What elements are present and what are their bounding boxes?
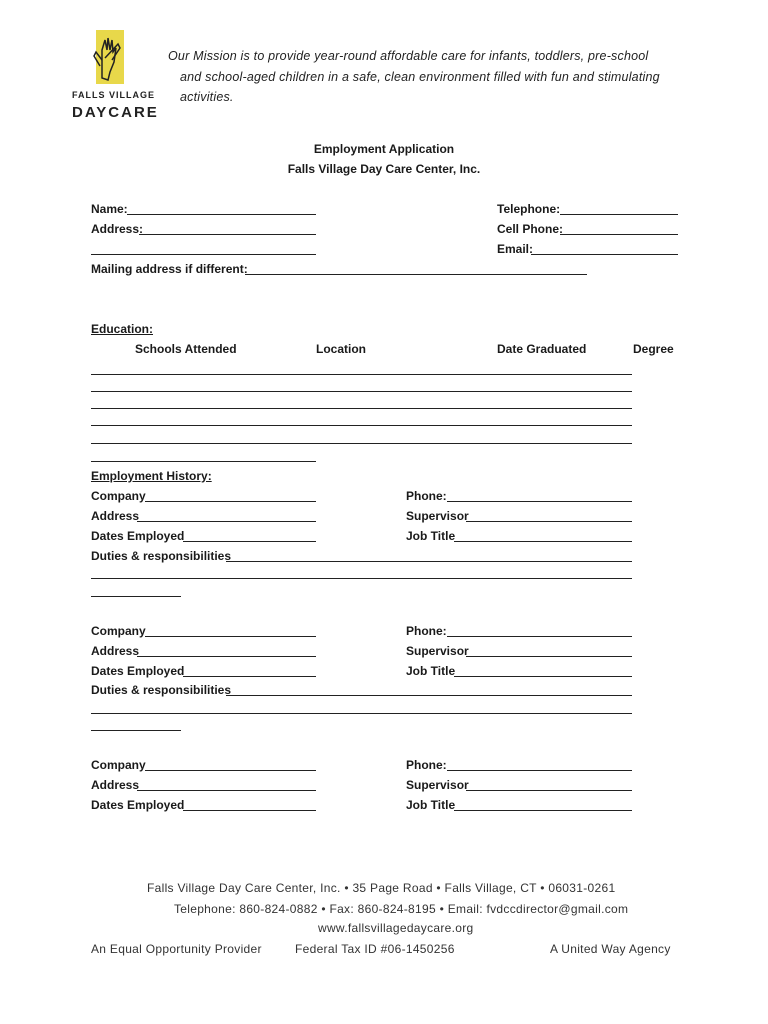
job-title-field[interactable]	[454, 676, 632, 677]
phone-field[interactable]	[447, 636, 632, 637]
footer-equal-opportunity: An Equal Opportunity Provider	[91, 942, 262, 956]
education-heading: Education:	[91, 322, 153, 336]
employer-address-field[interactable]	[137, 790, 316, 791]
logo-text-falls-village: FALLS VILLAGE	[72, 90, 156, 100]
mission-line: and school-aged children in a safe, clean environment filled with fun and stimulating	[180, 69, 660, 84]
logo-hands-icon	[72, 28, 148, 88]
mailing-address-label: Mailing address if different:	[91, 262, 248, 276]
org-name: Falls Village Day Care Center, Inc.	[287, 162, 481, 176]
dates-employed-field[interactable]	[183, 676, 316, 677]
duties-field-line3[interactable]	[91, 596, 181, 597]
duties-field[interactable]	[226, 561, 632, 562]
education-row-line[interactable]	[91, 443, 632, 444]
telephone-label: Telephone:	[497, 202, 561, 216]
name-field[interactable]	[127, 214, 316, 215]
duties-label: Duties & responsibilities	[91, 683, 232, 697]
column-schools-attended: Schools Attended	[135, 342, 237, 356]
phone-field[interactable]	[447, 501, 632, 502]
column-degree: Degree	[633, 342, 674, 356]
address-field[interactable]	[139, 234, 316, 235]
company-label: Company	[91, 624, 146, 638]
supervisor-label: Supervisor	[406, 509, 469, 523]
phone-label: Phone:	[406, 489, 447, 503]
employer-address-field[interactable]	[137, 521, 316, 522]
job-title-label: Job Title	[406, 664, 456, 678]
footer-website: www.fallsvillagedaycare.org	[318, 921, 474, 935]
dates-employed-label: Dates Employed	[91, 798, 185, 812]
education-row-line[interactable]	[91, 374, 632, 375]
job-title-label: Job Title	[406, 798, 456, 812]
footer-tax-id: Federal Tax ID #06-1450256	[295, 942, 455, 956]
address-label: Address:	[91, 222, 144, 236]
mission-statement	[168, 46, 688, 108]
footer-united-way: A United Way Agency	[550, 942, 671, 956]
mailing-address-field[interactable]	[245, 274, 587, 275]
company-label: Company	[91, 489, 146, 503]
job-title-label: Job Title	[406, 529, 456, 543]
phone-field[interactable]	[447, 770, 632, 771]
duties-label: Duties & responsibilities	[91, 549, 232, 563]
dates-employed-field[interactable]	[183, 541, 316, 542]
footer-contact: Telephone: 860-824-0882 • Fax: 860-824-8195 • Email: fvdccdirector@gmail.com	[174, 902, 629, 916]
telephone-field[interactable]	[560, 214, 678, 215]
duties-field-line2[interactable]	[91, 578, 632, 579]
supervisor-label: Supervisor	[406, 778, 469, 792]
company-field[interactable]	[145, 770, 316, 771]
phone-label: Phone:	[406, 758, 447, 772]
employer-address-label: Address	[91, 509, 140, 523]
education-row-line[interactable]	[91, 391, 632, 392]
column-location: Location	[316, 342, 366, 356]
phone-label: Phone:	[406, 624, 447, 638]
dates-employed-field[interactable]	[183, 810, 316, 811]
email-field[interactable]	[531, 254, 678, 255]
company-label: Company	[91, 758, 146, 772]
education-row-line[interactable]	[91, 408, 632, 409]
employer-address-label: Address	[91, 778, 140, 792]
name-label: Name:	[91, 202, 128, 216]
address-field-line2[interactable]	[91, 254, 316, 255]
education-row-line[interactable]	[91, 425, 632, 426]
dates-employed-label: Dates Employed	[91, 664, 185, 678]
duties-field-line2[interactable]	[91, 713, 632, 714]
education-row-line[interactable]	[91, 461, 316, 462]
footer-address: Falls Village Day Care Center, Inc. • 35 Page Road • Falls Village, CT • 06031-0261	[147, 881, 616, 895]
employment-history-heading: Employment History:	[91, 469, 212, 483]
employer-address-label: Address	[91, 644, 140, 658]
duties-field[interactable]	[226, 695, 632, 696]
company-field[interactable]	[145, 636, 316, 637]
mission-line: Our Mission is to provide year-round affordable care for infants, toddlers, pre-school	[168, 49, 649, 63]
dates-employed-label: Dates Employed	[91, 529, 185, 543]
job-title-field[interactable]	[454, 810, 632, 811]
cell-phone-label: Cell Phone:	[497, 222, 564, 236]
supervisor-label: Supervisor	[406, 644, 469, 658]
form-title: Employment Application	[313, 142, 455, 156]
logo-text-daycare: DAYCARE	[72, 104, 159, 121]
supervisor-field[interactable]	[466, 656, 632, 657]
job-title-field[interactable]	[454, 541, 632, 542]
company-field[interactable]	[145, 501, 316, 502]
column-date-graduated: Date Graduated	[497, 342, 587, 356]
supervisor-field[interactable]	[466, 790, 632, 791]
email-label: Email:	[497, 242, 534, 256]
employer-address-field[interactable]	[137, 656, 316, 657]
duties-field-line3[interactable]	[91, 730, 181, 731]
mission-line: activities.	[180, 90, 234, 104]
supervisor-field[interactable]	[466, 521, 632, 522]
cell-phone-field[interactable]	[560, 234, 678, 235]
